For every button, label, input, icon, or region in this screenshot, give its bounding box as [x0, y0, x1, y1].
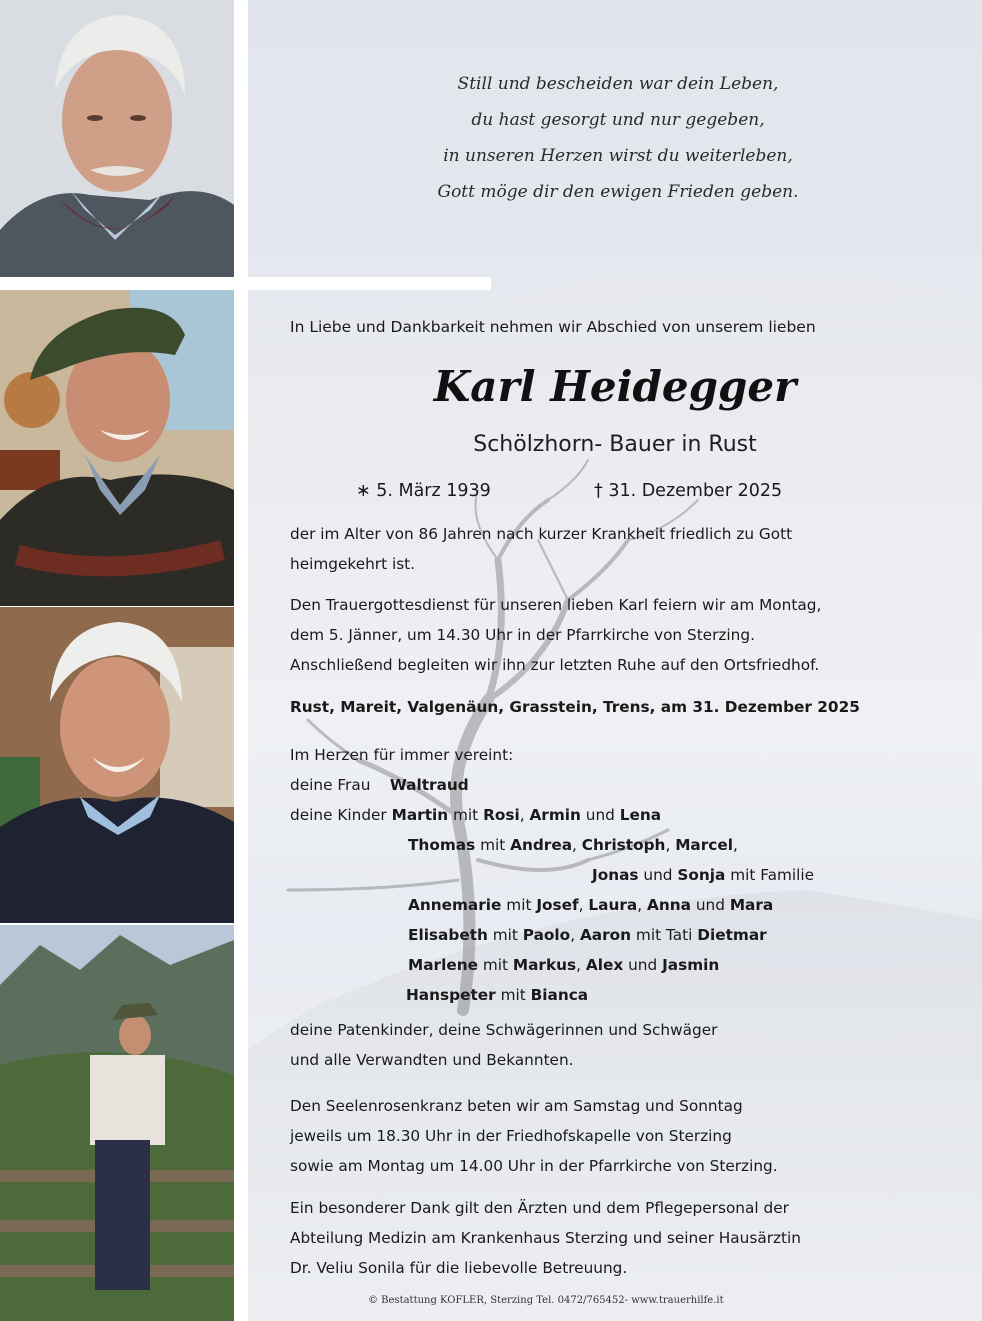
landscape-photo [0, 925, 234, 1321]
memorial-poem [378, 66, 858, 210]
comma: , [519, 806, 525, 824]
child-name: Martin [391, 806, 449, 824]
notice-panel [248, 0, 982, 1321]
text-line: Dr. Veliu Sonila für die liebevolle Betreuung. [290, 1259, 628, 1277]
undertaker-footer: © Bestattung KOFLER, Sterzing Tel. 0472/765452- www.trauerhilfe.it [368, 1295, 724, 1306]
children-row-6 [408, 956, 719, 974]
grandchild-name: Marcel [675, 836, 733, 854]
thanks-paragraph [290, 1193, 930, 1283]
birth-date: ∗ 5. März 1939 [356, 481, 491, 501]
connector: und [585, 806, 615, 824]
children-row-5 [408, 926, 767, 944]
poem-line: Still und bescheiden war dein Leben, [457, 74, 779, 94]
connector: mit [500, 986, 526, 1004]
grandchild-name: Laura [588, 896, 638, 914]
children-label: deine Kinder [290, 806, 387, 824]
connector: mit [453, 806, 479, 824]
comma: , [572, 836, 577, 854]
funeral-paragraph [290, 590, 930, 680]
portrait-photo-3 [0, 607, 234, 923]
children-row-1 [290, 806, 661, 824]
grandchild-name: Sonja [677, 866, 726, 884]
poem-line: Gott möge dir den ewigen Frieden geben. [437, 182, 799, 202]
children-row-3 [592, 866, 814, 884]
children-row-4 [408, 896, 773, 914]
text-line: jeweils um 18.30 Uhr in der Friedhofskapelle von Sterzing [290, 1127, 732, 1145]
text-line: Abteilung Medizin am Krankenhaus Sterzing und seiner Hausärztin [290, 1229, 801, 1247]
partner-name: Bianca [530, 986, 589, 1004]
text-line: sowie am Montag um 14.00 Uhr in der Pfarrkirche von Sterzing. [290, 1157, 778, 1175]
child-name: Elisabeth [408, 926, 488, 944]
photo-column [0, 0, 234, 1321]
wife-label: deine Frau [290, 776, 371, 794]
portrait-photo-1 [0, 0, 234, 277]
grandchild-name: Christoph [581, 836, 666, 854]
united-line: Im Herzen für immer vereint: [290, 746, 514, 764]
text-line: deine Patenkinder, deine Schwägerinnen und Schwäger [290, 1021, 718, 1039]
connector: mit Tati [635, 926, 693, 944]
connector: und [695, 896, 725, 914]
child-name: Thomas [408, 836, 476, 854]
grandchild-name: Jonas [592, 866, 639, 884]
comma: , [665, 836, 671, 854]
partner-name: Josef [536, 896, 579, 914]
white-divider [248, 277, 491, 290]
comma: , [570, 926, 576, 944]
child-name: Marlene [408, 956, 478, 974]
comma: , [578, 896, 584, 914]
grandchild-name: Alex [585, 956, 624, 974]
connector: mit [492, 926, 518, 944]
comma: , [637, 896, 643, 914]
connector: mit [480, 836, 506, 854]
text-line: der im Alter von 86 Jahren nach kurzer Krankheit friedlich zu Gott [290, 525, 793, 543]
deceased-name: Karl Heidegger [433, 362, 797, 411]
grandchild-name: Anna [647, 896, 691, 914]
connector: mit [482, 956, 509, 974]
grandchild-name: Dietmar [697, 926, 767, 944]
text-line: dem 5. Jänner, um 14.30 Uhr in der Pfarrkirche von Sterzing. [290, 626, 755, 644]
children-row-7 [406, 986, 588, 1004]
farm-subtitle: Schölzhorn- Bauer in Rust [473, 432, 757, 457]
relatives-paragraph [290, 1015, 930, 1075]
text-line: Anschließend begleiten wir ihn zur letzten Ruhe auf den Ortsfriedhof. [290, 656, 820, 674]
places-line: Rust, Mareit, Valgenäun, Grasstein, Trens, am 31. Dezember 2025 [290, 698, 860, 716]
text-line: Den Seelenrosenkranz beten wir am Samstag und Sonntag [290, 1097, 743, 1115]
connector: mit [506, 896, 532, 914]
text-line: und alle Verwandten und Bekannten. [290, 1051, 574, 1069]
comma: , [732, 836, 738, 854]
child-name: Armin [529, 806, 581, 824]
comma: , [576, 956, 582, 974]
grandchild-name: Jasmin [662, 956, 720, 974]
partner-name: Paolo [522, 926, 571, 944]
partner-name: Lena [619, 806, 662, 824]
connector: und [643, 866, 673, 884]
text-line: heimgekehrt ist. [290, 555, 416, 573]
passing-paragraph [290, 519, 930, 579]
rosary-paragraph [290, 1091, 930, 1181]
wife-row [290, 776, 469, 794]
grandchild-name: Aaron [579, 926, 632, 944]
family-suffix: mit Familie [730, 866, 815, 884]
partner-name: Markus [512, 956, 577, 974]
partner-name: Rosi [483, 806, 520, 824]
child-name: Hanspeter [406, 986, 496, 1004]
poem-line: in unseren Herzen wirst du weiterleben, [443, 146, 793, 166]
children-row-2 [408, 836, 738, 854]
child-name: Annemarie [408, 896, 502, 914]
poem-line: du hast gesorgt und nur gegeben, [471, 110, 765, 130]
intro-text: In Liebe und Dankbarkeit nehmen wir Abschied von unserem lieben [290, 318, 816, 336]
portrait-photo-2 [0, 290, 234, 606]
text-line: Den Trauergottesdienst für unseren lieben Karl feiern wir am Montag, [290, 596, 822, 614]
text-line: Ein besonderer Dank gilt den Ärzten und dem Pflegepersonal der [290, 1199, 789, 1217]
death-date: † 31. Dezember 2025 [594, 481, 783, 501]
partner-name: Andrea [510, 836, 573, 854]
connector: und [628, 956, 658, 974]
wife-name: Waltraud [389, 776, 469, 794]
grandchild-name: Mara [729, 896, 774, 914]
